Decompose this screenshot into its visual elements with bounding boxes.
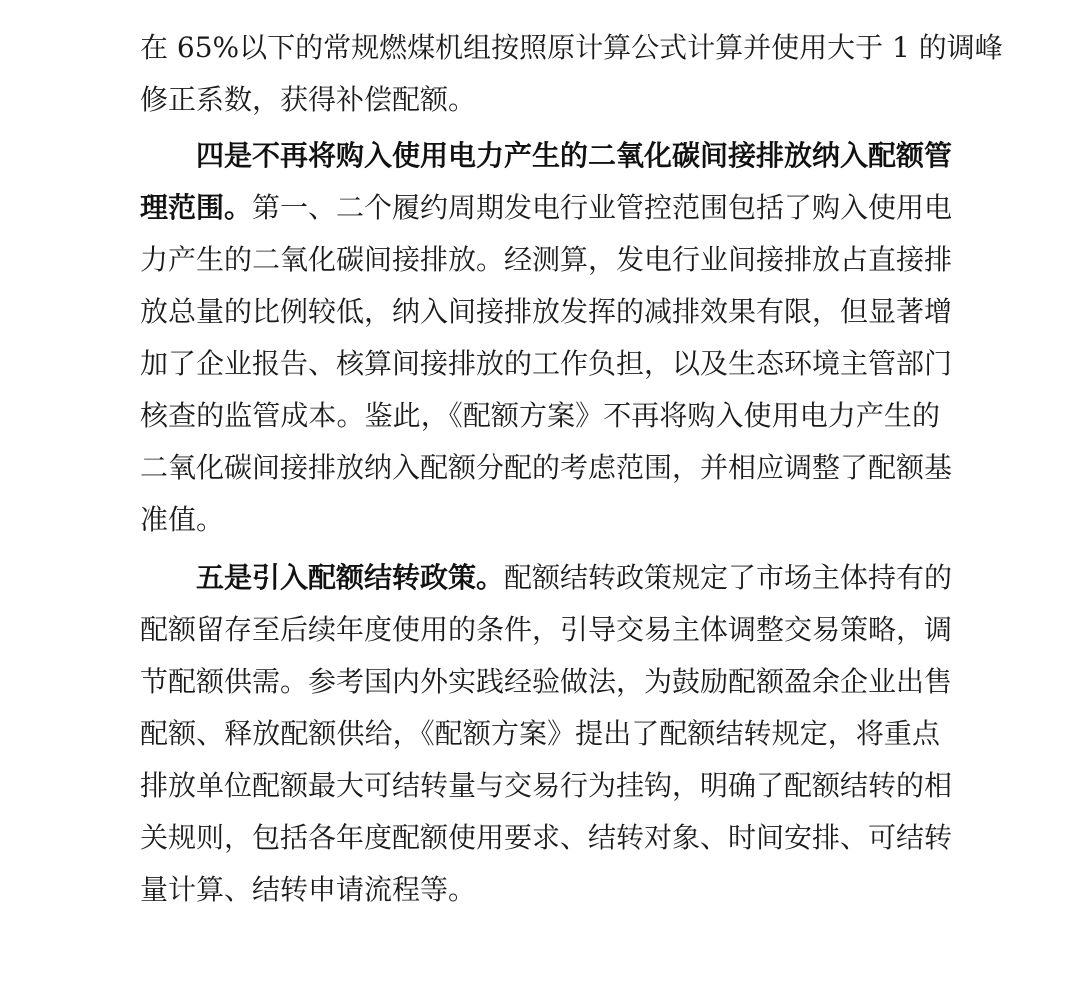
- paragraph-3-line-1: [196, 558, 953, 598]
- paragraph-3-heading: 五是引入配额结转政策。: [196, 561, 505, 594]
- paragraph-2-line-7: 二氧化碳间接排放纳入配额分配的考虑范围，并相应调整了配额基: [140, 451, 953, 484]
- paragraph-3-line-7: 量计算、结转申请流程等。: [140, 873, 477, 906]
- paragraph-2-heading-line-1: 四是不再将购入使用电力产生的二氧化碳间接排放纳入配额管: [196, 139, 953, 172]
- paragraph-2-heading-end: 理范围。: [140, 191, 253, 224]
- paragraph-2-line-6: 核查的监管成本。鉴此，《配额方案》不再将购入使用电力产生的: [140, 399, 940, 432]
- paragraph-1-line-2: 修正系数，获得补偿配额。: [140, 83, 477, 116]
- paragraph-2-line-3: 力产生的二氧化碳间接排放。经测算，发电行业间接排放占直接排: [140, 243, 953, 276]
- paragraph-1-line-1: 在 65%以下的常规燃煤机组按照原计算公式计算并使用大于 1 的调峰: [140, 31, 1003, 64]
- paragraph-2-line-8: 准值。: [140, 503, 225, 536]
- paragraph-3-line-5: 排放单位配额最大可结转量与交易行为挂钩，明确了配额结转的相: [140, 769, 953, 802]
- paragraph-3-line-2: 配额留存至后续年度使用的条件，引导交易主体调整交易策略，调: [140, 613, 953, 646]
- paragraph-2-line-5: 加了企业报告、核算间接排放的工作负担，以及生态环境主管部门: [140, 347, 953, 380]
- paragraph-2-line-2-text: 第一、二个履约周期发电行业管控范围包括了购入使用电: [252, 191, 953, 224]
- paragraph-2-line-4: 放总量的比例较低，纳入间接排放发挥的减排效果有限，但显著增: [140, 295, 953, 328]
- paragraph-3-line-1-text: 配额结转政策规定了市场主体持有的: [504, 561, 953, 594]
- paragraph-3-line-3: 节配额供需。参考国内外实践经验做法，为鼓励配额盈余企业出售: [140, 665, 953, 698]
- paragraph-3-line-4: 配额、释放配额供给，《配额方案》提出了配额结转规定，将重点: [140, 717, 940, 750]
- paragraph-2-line-2: [140, 188, 953, 228]
- paragraph-3-line-6: 关规则，包括各年度配额使用要求、结转对象、时间安排、可结转: [140, 821, 953, 854]
